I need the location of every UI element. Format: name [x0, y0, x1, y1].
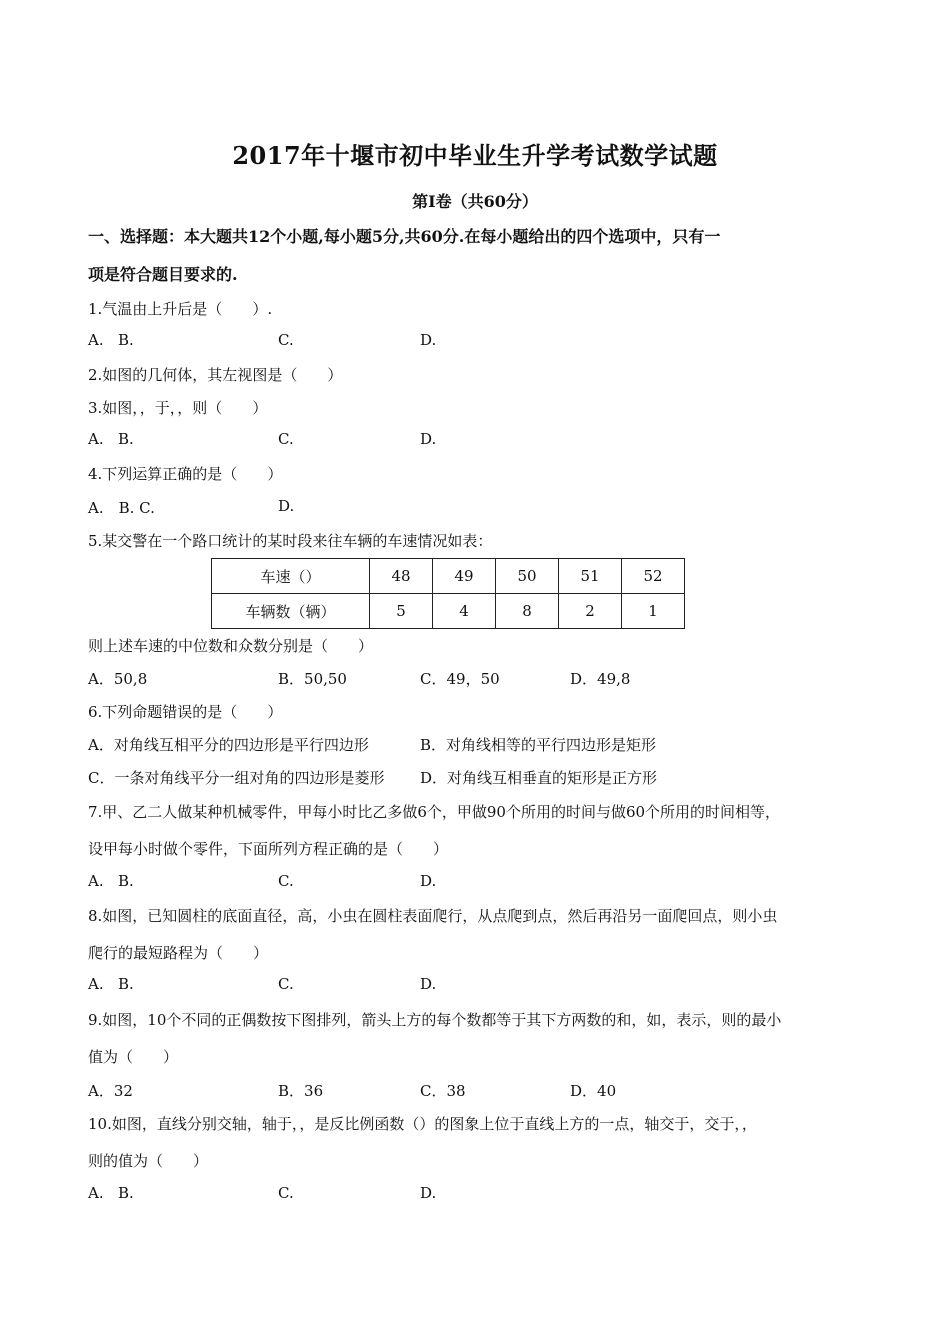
question-4-option-d: D.	[278, 497, 295, 515]
question-8-option-c: C.	[278, 975, 294, 993]
table-cell: 50	[496, 559, 559, 594]
question-1-option-a: A.	[88, 331, 104, 349]
table-cell: 52	[622, 559, 685, 594]
question-9-option-d: D．40	[570, 1082, 617, 1100]
table-cell: 51	[559, 559, 622, 594]
table-cell: 1	[622, 594, 685, 629]
table-cell: 48	[370, 559, 433, 594]
question-5-option-b: B．50,50	[278, 670, 347, 688]
question-5-stem: 5.某交警在一个路口统计的某时段来往车辆的车速情况如表：	[88, 532, 493, 550]
question-3-stem: 3.如图，，于，，则（ ）	[88, 399, 268, 417]
section-instruction-line-1: 一、选择题：本大题共12个小题,每小题5分,共60分.在每小题给出的四个选项中，只有一	[88, 227, 721, 246]
question-9-stem-line-1: 9.如图，10个不同的正偶数按下图排列，箭头上方的每个数都等于其下方两数的和，如，表示，则的最小	[88, 1011, 782, 1029]
question-9-stem-line-2: 值为（ ）	[88, 1048, 179, 1066]
table-header-speed: 车速（）	[212, 559, 370, 594]
question-5-option-a: A．50,8	[88, 670, 148, 688]
question-6-option-b: B．对角线相等的平行四边形是矩形	[420, 736, 657, 754]
question-8-stem-line-2: 爬行的最短路程为（ ）	[88, 944, 269, 962]
question-9-option-a: A．32	[88, 1082, 133, 1100]
question-7-option-c: C.	[278, 872, 294, 890]
question-10-option-b: B.	[118, 1184, 134, 1202]
section-instruction-line-2: 项是符合题目要求的.	[88, 265, 238, 284]
table-header-vehicle-count: 车辆数（辆）	[212, 594, 370, 629]
question-3-option-a: A.	[88, 430, 104, 448]
question-10-option-a: A.	[88, 1184, 104, 1202]
table-cell: 5	[370, 594, 433, 629]
question-3-option-b: B.	[118, 430, 134, 448]
question-8-option-d: D.	[420, 975, 437, 993]
question-5-follow-up: 则上述车速的中位数和众数分别是（ ）	[88, 637, 374, 655]
question-4-options-abc: A. B. C.	[88, 499, 155, 517]
question-10-option-c: C.	[278, 1184, 294, 1202]
question-10-stem-line-1: 10.如图，直线分别交轴，轴于，，是反比例函数（）的图象上位于直线上方的一点，轴交于，交于，，	[88, 1115, 757, 1133]
question-3-option-c: C.	[278, 430, 294, 448]
question-6-stem: 6.下列命题错误的是（ ）	[88, 703, 283, 721]
table-row	[212, 594, 685, 629]
question-7-stem-line-2: 设甲每小时做个零件，下面所列方程正确的是（ ）	[88, 840, 449, 858]
question-1-option-d: D.	[420, 331, 437, 349]
question-5-option-c: C．49，50	[420, 670, 500, 688]
question-1-option-b: B.	[118, 331, 134, 349]
question-8-option-a: A.	[88, 975, 104, 993]
table-cell: 8	[496, 594, 559, 629]
question-7-option-b: B.	[118, 872, 134, 890]
question-7-option-d: D.	[420, 872, 437, 890]
question-7-option-a: A.	[88, 872, 104, 890]
question-9-option-b: B．36	[278, 1082, 324, 1100]
question-9-option-c: C．38	[420, 1082, 466, 1100]
question-7-stem-line-1: 7.甲、乙二人做某种机械零件，甲每小时比乙多做6个，甲做90个所用的时间与做60个所用的时间相等，	[88, 803, 781, 821]
question-3-option-d: D.	[420, 430, 437, 448]
table-cell: 2	[559, 594, 622, 629]
question-8-stem-line-1: 8.如图，已知圆柱的底面直径，高，小虫在圆柱表面爬行，从点爬到点，然后再沿另一面爬回点，则小虫	[88, 907, 778, 925]
question-6-option-c: C．一条对角线平分一组对角的四边形是菱形	[88, 769, 385, 787]
question-1-stem: 1.气温由上升后是（ ）.	[88, 300, 273, 318]
question-5-option-d: D．49,8	[570, 670, 631, 688]
question-6-option-a: A．对角线互相平分的四边形是平行四边形	[88, 736, 369, 754]
exam-title: 2017年十堰市初中毕业生升学考试数学试题	[232, 141, 718, 170]
paper-part-heading: 第Ⅰ卷（共60分）	[412, 192, 538, 211]
question-1-option-c: C.	[278, 331, 294, 349]
speed-table	[211, 558, 685, 629]
table-row	[212, 559, 685, 594]
question-10-stem-line-2: 则的值为（ ）	[88, 1152, 209, 1170]
table-cell: 49	[433, 559, 496, 594]
question-10-option-d: D.	[420, 1184, 437, 1202]
question-6-option-d: D．对角线互相垂直的矩形是正方形	[420, 769, 658, 787]
table-cell: 4	[433, 594, 496, 629]
question-8-option-b: B.	[118, 975, 134, 993]
question-4-stem: 4.下列运算正确的是（ ）	[88, 465, 283, 483]
question-2-stem: 2.如图的几何体，其左视图是（ ）	[88, 366, 343, 384]
